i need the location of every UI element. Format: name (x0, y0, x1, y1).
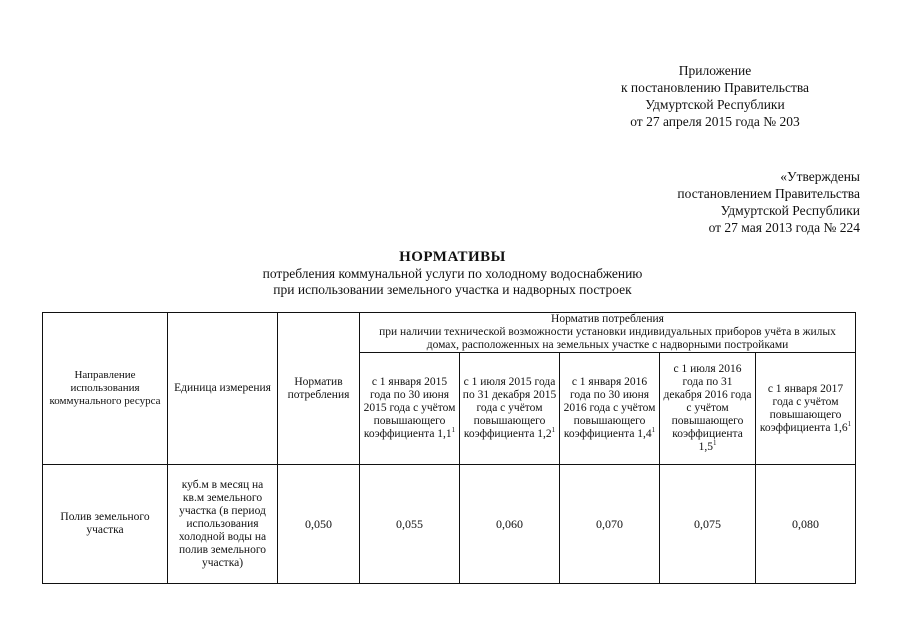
period-header: с 1 января 2017 года с учётом повышающего коэффициента $1,6^1$ (756, 353, 856, 465)
appendix-line: от 27 апреля 2015 года № 203 (630, 114, 800, 129)
col-norm-header: Норматив потребления (278, 313, 360, 465)
cell-value: 0,055 (360, 465, 460, 584)
appendix-line: к постановлению Правительства (620, 80, 810, 95)
cell-direction: Полив земельного участка (43, 465, 168, 584)
appendix-line: Удмуртской Республики (645, 97, 785, 112)
cell-value: 0,075 (660, 465, 756, 584)
document-title (0, 248, 905, 298)
table-row (43, 465, 856, 584)
approved-line: Удмуртской Республики (720, 203, 860, 218)
approved-line: от 27 мая 2013 года № 224 (708, 220, 860, 235)
col-unit-header: Единица измерения (168, 313, 278, 465)
period-header: с 1 июля 2015 года по 31 декабря 2015 года с учётом повышающего коэффициента $1,2^1$ (460, 353, 560, 465)
col-direction-header: Направление использования коммунального ресурса (43, 313, 168, 465)
appendix-line: Приложение (678, 63, 752, 78)
norms-table (42, 312, 856, 584)
period-header: с 1 января 2015 года по 30 июня 2015 года с учётом повышающего коэффициента $1,1^1$ (360, 353, 460, 465)
table-header-row (43, 313, 856, 353)
title-subtitle: при использовании земельного участка и надворных построек (273, 282, 632, 297)
approved-line: постановлением Правительства (677, 186, 860, 201)
cell-norm: 0,050 (278, 465, 360, 584)
group-header-title: Норматив потребления (551, 313, 664, 325)
cell-value: 0,080 (756, 465, 856, 584)
cell-value: 0,060 (460, 465, 560, 584)
group-header-subtitle: при наличии технической возможности установки индивидуальных приборов учёта в жилых домах, расположенных на земельных участке с надворными постройками (379, 326, 836, 351)
approved-line: «Утверждены (780, 169, 860, 184)
cell-value: 0,070 (560, 465, 660, 584)
period-header: с 1 июля 2016 года по 31 декабря 2016 года с учётом повышающего коэффициента $1,5^1$ (660, 353, 756, 465)
title-subtitle: потребления коммунальной услуги по холодному водоснабжению (262, 266, 643, 281)
appendix-block (560, 62, 870, 130)
cell-unit: куб.м в месяц на кв.м земельного участка (в период использования холодной воды на полив земельного участка) (168, 465, 278, 584)
group-header (360, 313, 856, 353)
approved-block (600, 168, 860, 236)
title-heading: НОРМАТИВЫ (399, 249, 506, 265)
period-header: с 1 января 2016 года по 30 июня 2016 года с учётом повышающего коэффициента $1,4^1$ (560, 353, 660, 465)
